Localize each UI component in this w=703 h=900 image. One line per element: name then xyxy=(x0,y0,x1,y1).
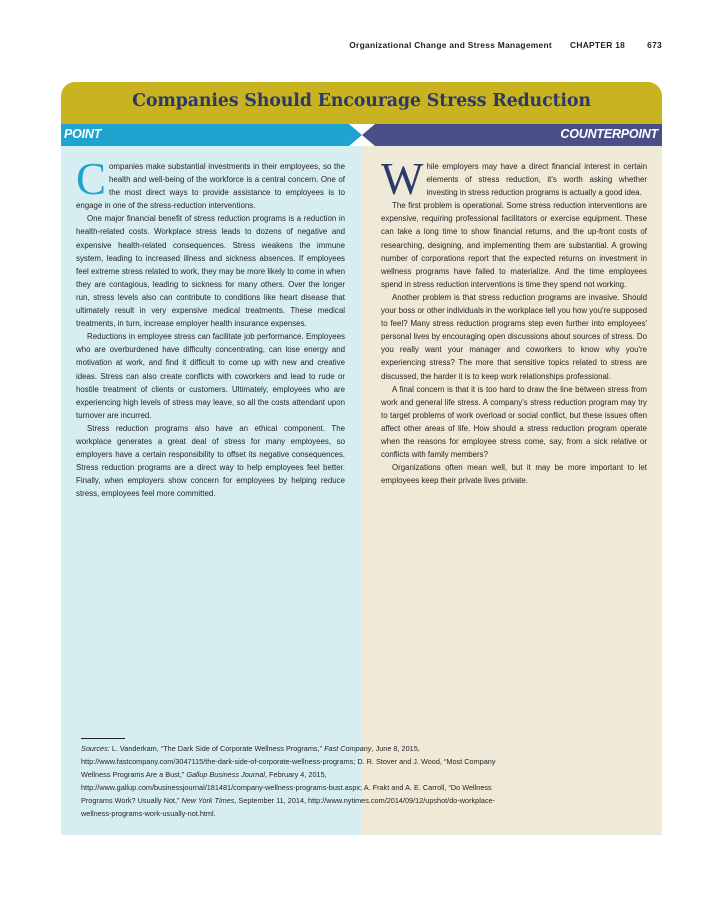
source-text-3: , February 4, 2015, http://www.gallup.com/businessjournal/181481/company-wellness-programs-bust.aspx; A. Frakt and A. E. Carroll, “Do Wellness Programs Work? Usually Not,” xyxy=(81,770,492,806)
counterpoint-paragraph-2: The first problem is operational. Some stress reduction interventions are expensive, requiring professional facilitators or exercise equipment. These can take a long time to show financial returns, and the up-front costs of researching, designing, and implementing them are substantial. A growing number of corporations report that the expected returns on investment in wellness programs have failed to materialize. And the time employees spend in stress reduction interventions is time they spend not working. xyxy=(381,201,647,289)
running-head xyxy=(349,40,662,50)
source-text-4: , September 11, 2014, http://www.nytimes.com/2014/09/12/upshot/do-workplace-wellness-programs-work-usually-not.html. xyxy=(81,796,496,819)
counterpoint-dropcap: W xyxy=(381,154,424,204)
point-bar-shape xyxy=(61,124,362,146)
running-head-title: Organizational Change and Stress Management xyxy=(349,40,552,50)
title-banner xyxy=(61,82,662,124)
counterpoint-paragraph-3: Another problem is that stress reduction programs are invasive. Should your boss or other individuals in the workplace tell you how you're supposed to feel? Many stress reduction programs step even further into employees' personal lives by encouraging open discussions about sources of stress. Do you really want your manager and coworkers to know why you're experiencing stress? The more that sensitive topics related to stress are discussed, the harder it is to keep work relationships professional. xyxy=(381,292,647,381)
counterpoint-paragraph-1-text: hile employers may have a direct financial interest in certain elements of stress reduction, it's worth asking whether investing in stress reduction programs is actually a good idea. xyxy=(426,162,647,198)
source-publication-2: Gallup Business Journal xyxy=(186,770,265,780)
counterpoint-label: COUNTERPOINT xyxy=(560,127,658,141)
point-column xyxy=(76,154,345,500)
counterpoint-paragraph-4: A final concern is that it is too hard to draw the line between stress from work and general life stress. A company's stress reduction program may try to target problems of work overload or social conflict, but these issues often affect other areas of life. How should a stress reduction program operate when the reasons for employee stress come, say, from a sick relative or conflicts with family members? xyxy=(381,384,647,460)
point-paragraph-1-text: ompanies make substantial investments in their employees, so the health and well-being of the workforce is a central concern. One of the most direct ways to provide assistance to employees is to engage in one of the stress-reduction interventions. xyxy=(76,162,345,211)
page-title: Companies Should Encourage Stress Reduction xyxy=(132,91,591,111)
source-publication-3: New York Times xyxy=(181,796,235,806)
source-text-2: , June 8, 2015, http://www.fastcompany.com/3047115/the-dark-side-of-corporate-wellness-programs; D. R. Stover and J. Wood, “Most Company Wellness Programs Are a Bust,” xyxy=(81,744,496,780)
point-paragraph-4: Stress reduction programs also have an ethical component. The workplace generates a great deal of stress for many employees, so employers have a certain responsibility to offset its negative consequences. Stress reduction programs are a direct way to help employees feel better. Finally, when employers show concern for employees by helping reduce stress, employees feel more committed. xyxy=(76,423,345,499)
sources-label: Sources: xyxy=(81,744,110,753)
counterpoint-paragraph-5: Organizations often mean well, but it may be more important to let employees keep their private lives private. xyxy=(381,463,647,486)
point-counterpoint-bar xyxy=(61,124,662,146)
point-paragraph-1 xyxy=(76,154,345,212)
point-paragraph-2: One major financial benefit of stress reduction programs is a reduction in health-related costs. Workplace stress leads to dozens of negative and expensive health-related consequences. Stress weakens the immune system, leading to increased illness and sickness absences. If employees feel extreme stress related to work, they may be more likely to come in when they are contagious, leading to sickness for many others. Over the longer run, stress levels also can contribute to conditions like heart disease that ultimately result in very expensive medical treatments. These medical treatments, in turn, increase employer health insurance expenses. xyxy=(76,214,345,329)
page-number: 673 xyxy=(647,40,662,50)
counterpoint-paragraph-1 xyxy=(381,154,647,204)
source-publication-1: Fast Company xyxy=(324,744,372,753)
source-text-1: L. Vanderkam, “The Dark Side of Corporate Wellness Programs,” xyxy=(109,744,325,753)
point-paragraph-3: Reductions in employee stress can facilitate job performance. Employees who are overburdened have difficulty concentrating, can lose energy and motivation at work, and find it difficult to come up with new and creative ideas. Stress can also create conflicts with coworkers and lead to rude or hostile treatment of clients or customers. Ultimately, employees who are experiencing high levels of stress may leave, so all the costs attendant upon turnover are incurred. xyxy=(76,332,345,420)
running-head-chapter: CHAPTER 18 xyxy=(570,40,626,50)
sources-note xyxy=(81,742,511,821)
point-dropcap: C xyxy=(76,154,107,204)
footnote-rule xyxy=(81,738,125,739)
point-label: POINT xyxy=(64,127,102,141)
counterpoint-column xyxy=(381,154,647,487)
